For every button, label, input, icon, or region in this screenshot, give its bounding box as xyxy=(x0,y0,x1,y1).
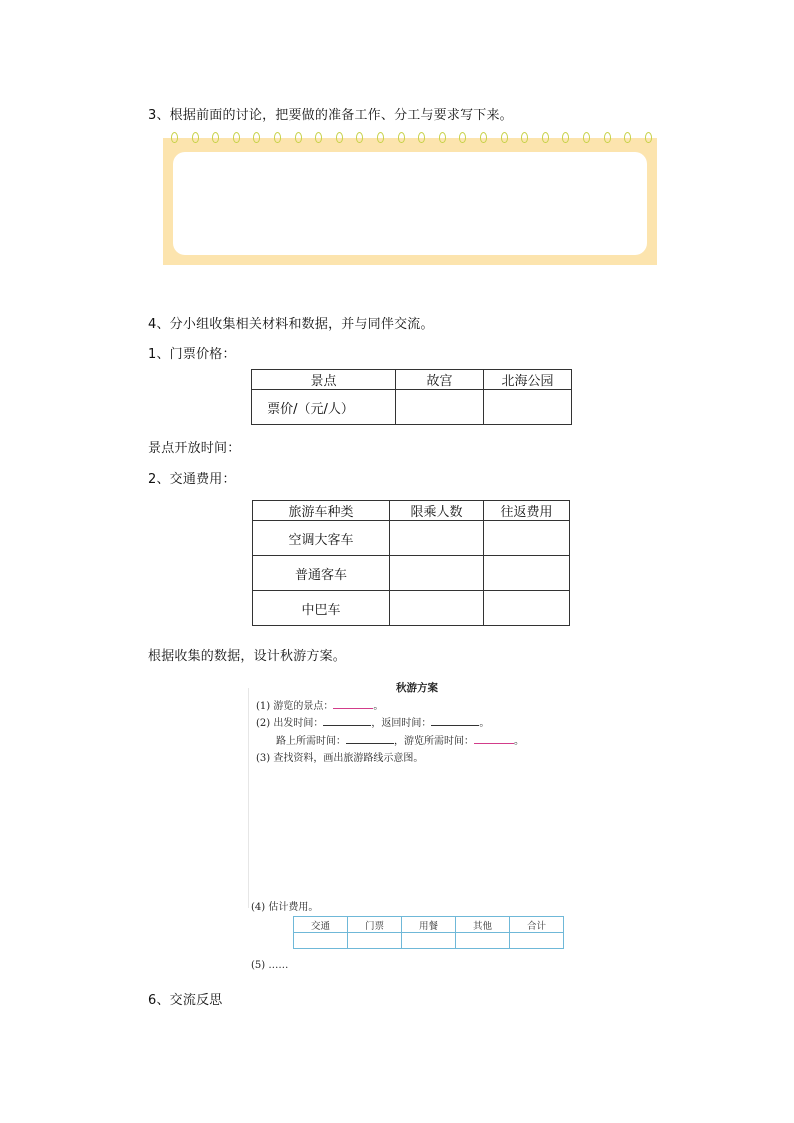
transport-heading: 2、交通费用： xyxy=(148,472,236,487)
binder-ring-icon xyxy=(418,132,425,143)
ticket-row-label: 票价/（元/人） xyxy=(252,390,396,425)
ticket-price-heading: 1、门票价格： xyxy=(148,347,236,362)
ticket-header-beihai: 北海公园 xyxy=(484,370,572,390)
transport-cell[interactable] xyxy=(484,521,570,556)
ticket-header-spot: 景点 xyxy=(252,370,396,390)
cost-header: 门票 xyxy=(348,917,402,933)
transport-cell[interactable] xyxy=(390,556,484,591)
plan-item-5: (5) …… xyxy=(251,960,289,971)
plan-item-2-return: ，返回时间： xyxy=(371,718,432,729)
binder-ring-icon xyxy=(377,132,384,143)
design-plan-text: 根据收集的数据，设计秋游方案。 xyxy=(148,649,347,664)
opening-time-label: 景点开放时间： xyxy=(148,441,241,456)
binder-ring-icon xyxy=(439,132,446,143)
binder-ring-icon xyxy=(315,132,322,143)
transport-header-cost: 往返费用 xyxy=(484,501,570,521)
transport-cell[interactable] xyxy=(390,591,484,626)
cost-cell[interactable] xyxy=(348,933,402,949)
binder-ring-icon xyxy=(356,132,363,143)
transport-row-label: 中巴车 xyxy=(253,591,390,626)
binder-ring-icon xyxy=(233,132,240,143)
plan-blank[interactable] xyxy=(431,716,479,726)
plan-blank[interactable] xyxy=(323,716,371,726)
cost-cell[interactable] xyxy=(510,933,564,949)
binder-ring-icon xyxy=(562,132,569,143)
plan-item-1 xyxy=(256,697,383,712)
transport-row-label: 普通客车 xyxy=(253,556,390,591)
ticket-price-table xyxy=(251,369,572,425)
plan-item-1-end: 。 xyxy=(373,701,384,712)
transport-table xyxy=(252,500,570,626)
writing-note-box xyxy=(163,138,657,265)
cost-cell[interactable] xyxy=(456,933,510,949)
binder-ring-icon xyxy=(274,132,281,143)
binder-ring-icon xyxy=(253,132,260,143)
section-3-text: 3、根据前面的讨论，把要做的准备工作、分工与要求写下来。 xyxy=(148,108,513,123)
binder-ring-icon xyxy=(212,132,219,143)
plan-blank[interactable] xyxy=(333,699,373,709)
binder-ring-icon xyxy=(501,132,508,143)
binder-ring-icon xyxy=(624,132,631,143)
transport-header-capacity: 限乘人数 xyxy=(390,501,484,521)
binder-ring-icon xyxy=(521,132,528,143)
cost-header: 合计 xyxy=(510,917,564,933)
binder-ring-icon xyxy=(604,132,611,143)
binder-ring-icon xyxy=(295,132,302,143)
ticket-cell-beihai[interactable] xyxy=(484,390,572,425)
transport-cell[interactable] xyxy=(390,521,484,556)
cost-cell[interactable] xyxy=(402,933,456,949)
plan-item-2-visit-time: ，游览所需时间： xyxy=(394,736,474,747)
binder-ring-icon xyxy=(398,132,405,143)
cost-header: 其他 xyxy=(456,917,510,933)
cost-table xyxy=(293,916,564,949)
plan-item-4: (4) 估计费用。 xyxy=(251,902,319,913)
plan-divider xyxy=(248,688,249,908)
plan-item-2-end: 。 xyxy=(479,718,490,729)
transport-cell[interactable] xyxy=(484,591,570,626)
cost-cell[interactable] xyxy=(294,933,348,949)
plan-blank[interactable] xyxy=(474,734,514,744)
plan-blank[interactable] xyxy=(346,734,394,744)
binder-ring-icon xyxy=(336,132,343,143)
plan-title: 秋游方案 xyxy=(396,682,438,694)
plan-item-2 xyxy=(256,714,489,729)
section-4-text: 4、分小组收集相关材料和数据，并与同伴交流。 xyxy=(148,317,434,332)
note-writing-area[interactable] xyxy=(173,152,647,255)
binder-ring-icon xyxy=(192,132,199,143)
binder-ring-icon xyxy=(542,132,549,143)
cost-header: 交通 xyxy=(294,917,348,933)
plan-item-2-label: (2) 出发时间： xyxy=(256,718,324,729)
binder-ring-icon xyxy=(645,132,652,143)
plan-item-1-label: (1) 游览的景点： xyxy=(256,701,334,712)
binder-ring-icon xyxy=(171,132,178,143)
plan-item-2-road-time: 路上所需时间： xyxy=(276,736,346,747)
transport-cell[interactable] xyxy=(484,556,570,591)
binder-ring-icon xyxy=(459,132,466,143)
plan-item-2-sub-end: 。 xyxy=(514,736,524,747)
binder-ring-icon xyxy=(480,132,487,143)
ticket-header-gugong: 故宫 xyxy=(396,370,484,390)
ticket-cell-gugong[interactable] xyxy=(396,390,484,425)
plan-item-3: (3) 查找资料，画出旅游路线示意图。 xyxy=(256,753,424,764)
section-6-text: 6、交流反思 xyxy=(148,993,223,1008)
binder-ring-icon xyxy=(583,132,590,143)
cost-header: 用餐 xyxy=(402,917,456,933)
plan-item-2-sub xyxy=(276,732,524,747)
autumn-plan-figure xyxy=(248,668,583,983)
transport-header-type: 旅游车种类 xyxy=(253,501,390,521)
transport-row-label: 空调大客车 xyxy=(253,521,390,556)
